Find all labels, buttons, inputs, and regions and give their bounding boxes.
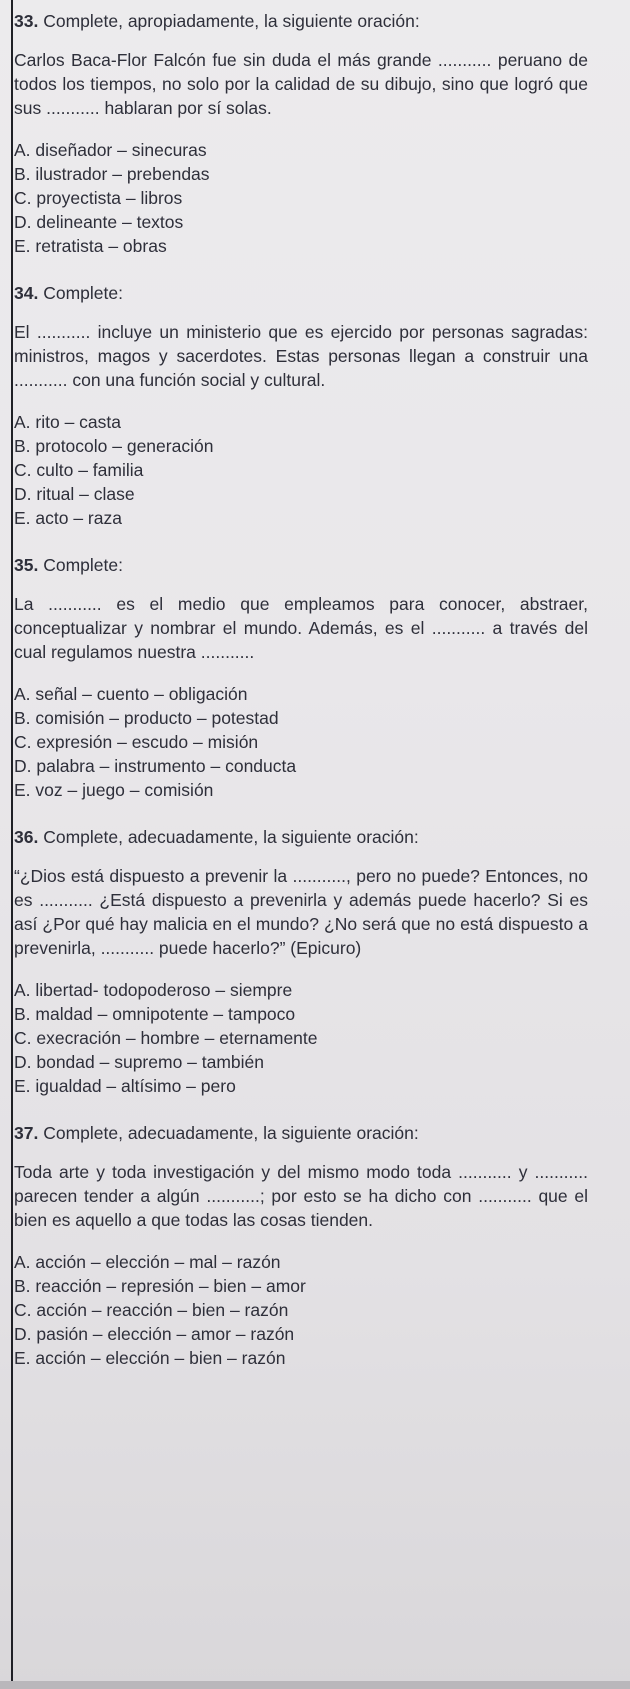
- question-number: 34.: [14, 283, 39, 303]
- option-c[interactable]: C. expresión – escudo – misión: [14, 732, 259, 752]
- question-text: Carlos Baca-Flor Falcón fue sin duda el más grande ........... peruano de todos los tiempos, no solo por la calidad de su dibujo, sino que logró que sus ........... hablaran por sí solas.: [14, 50, 588, 118]
- question-text: “¿Dios está dispuesto a prevenir la ..........., pero no puede? Entonces, no es ........... ¿Está dispuesto a prevenirla y además puede hacerlo? Si es así ¿Por qué hay malicia en el mundo? ¿No será que no está dispuesto a prevenirla, ........... puede hacerlo?” (Epicuro): [14, 866, 588, 958]
- question-title-text: Complete, apropiadamente, la siguiente oración:: [43, 11, 420, 31]
- question-title: [14, 826, 588, 848]
- option-d[interactable]: D. ritual – clase: [14, 484, 135, 504]
- question-number: 36.: [14, 827, 39, 847]
- question-title-text: Complete:: [43, 555, 123, 575]
- question-34: [14, 282, 588, 530]
- question-number: 33.: [14, 11, 39, 31]
- question-text: Toda arte y toda investigación y del mismo modo toda ........... y ........... parecen tender a algún ...........; por esto se ha dicho con ........... que el bien es aquello a que todas las cosas tienden.: [14, 1162, 588, 1230]
- option-list: [14, 138, 588, 258]
- option-b[interactable]: B. comisión – producto – potestad: [14, 708, 279, 728]
- option-list: [14, 978, 588, 1098]
- option-a[interactable]: A. acción – elección – mal – razón: [14, 1252, 281, 1272]
- option-c[interactable]: C. proyectista – libros: [14, 188, 183, 208]
- question-36: [14, 826, 588, 1098]
- option-c[interactable]: C. culto – familia: [14, 460, 144, 480]
- option-a[interactable]: A. libertad- todopoderoso – siempre: [14, 980, 293, 1000]
- option-list: [14, 410, 588, 530]
- question-text: El ........... incluye un ministerio que es ejercido por personas sagradas: ministros, magos y sacerdotes. Estas personas llegan a construir una ........... con una función social y cultural.: [14, 322, 588, 390]
- question-title: [14, 10, 588, 32]
- option-e[interactable]: E. retratista – obras: [14, 236, 167, 256]
- option-list: [14, 682, 588, 802]
- bottom-edge: [0, 1681, 630, 1689]
- option-e[interactable]: E. voz – juego – comisión: [14, 780, 214, 800]
- option-a[interactable]: A. señal – cuento – obligación: [14, 684, 248, 704]
- question-title: [14, 282, 588, 304]
- option-d[interactable]: D. bondad – supremo – también: [14, 1052, 265, 1072]
- question-title: [14, 1122, 588, 1144]
- option-a[interactable]: A. rito – casta: [14, 412, 121, 432]
- option-b[interactable]: B. reacción – represión – bien – amor: [14, 1276, 306, 1296]
- option-c[interactable]: C. execración – hombre – eternamente: [14, 1028, 318, 1048]
- margin-line: [11, 0, 13, 1689]
- question-35: [14, 554, 588, 802]
- option-d[interactable]: D. palabra – instrumento – conducta: [14, 756, 297, 776]
- questions-content: [14, 10, 588, 1394]
- option-b[interactable]: B. protocolo – generación: [14, 436, 214, 456]
- question-33: [14, 10, 588, 258]
- option-b[interactable]: B. ilustrador – prebendas: [14, 164, 210, 184]
- option-a[interactable]: A. diseñador – sinecuras: [14, 140, 207, 160]
- option-list: [14, 1250, 588, 1370]
- option-e[interactable]: E. igualdad – altísimo – pero: [14, 1076, 236, 1096]
- question-number: 37.: [14, 1123, 39, 1143]
- option-d[interactable]: D. pasión – elección – amor – razón: [14, 1324, 295, 1344]
- option-e[interactable]: E. acción – elección – bien – razón: [14, 1348, 286, 1368]
- question-number: 35.: [14, 555, 39, 575]
- question-title: [14, 554, 588, 576]
- option-c[interactable]: C. acción – reacción – bien – razón: [14, 1300, 289, 1320]
- option-d[interactable]: D. delineante – textos: [14, 212, 184, 232]
- question-text: La ........... es el medio que empleamos para conocer, abstraer, conceptualizar y nombrar el mundo. Además, es el ........... a través del cual regulamos nuestra ...........: [14, 594, 588, 662]
- question-title-text: Complete:: [43, 283, 123, 303]
- question-title-text: Complete, adecuadamente, la siguiente oración:: [43, 1123, 419, 1143]
- option-b[interactable]: B. maldad – omnipotente – tampoco: [14, 1004, 296, 1024]
- question-37: [14, 1122, 588, 1370]
- question-title-text: Complete, adecuadamente, la siguiente oración:: [43, 827, 419, 847]
- option-e[interactable]: E. acto – raza: [14, 508, 122, 528]
